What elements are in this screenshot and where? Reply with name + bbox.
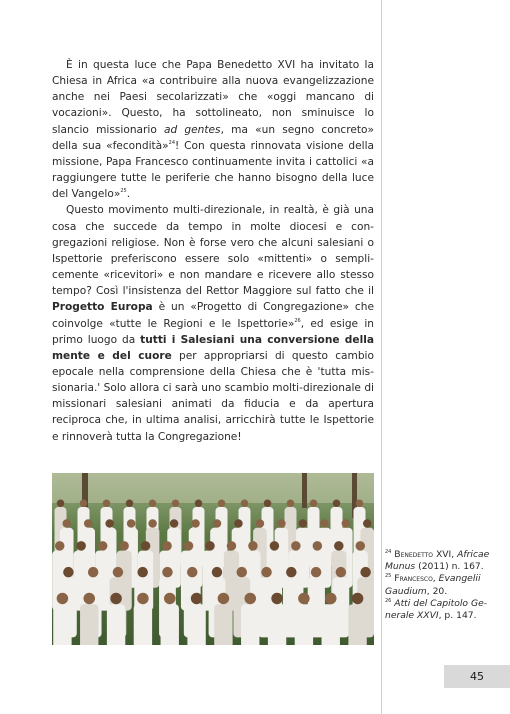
footnote-ref-24[interactable]: 24 (168, 139, 176, 146)
body-text (52, 57, 374, 445)
footnote-title: Atti del Capitolo Generale XXVI (385, 597, 488, 622)
margin-rule (381, 0, 382, 714)
bold-phrase: tutti i Salesiani una conversione della mente e del cuore (52, 333, 374, 362)
footnote-author: Benedetto XVI, (394, 549, 458, 560)
italic-phrase: ad gentes (164, 123, 221, 136)
footnote-detail: (2011) n. 167. (415, 561, 484, 573)
text-run: , ed esige in primo luogo da (52, 317, 375, 346)
group-photo (52, 473, 374, 645)
paragraph-1 (52, 57, 374, 202)
text-run: per appropriarsi di questo cambio epocale nella comprensione della Chiesa che è 'tutta missionaria.' Solo allora ci sarà uno scambio molti-direzionale di missionari salesiani animati da fiducia e da apertura reciproca che, in ultima analisi, arricchirà tutte le Ispettorie e rinnoverà tutta la Congregazione! (52, 349, 374, 443)
group-photo-illustration (52, 473, 374, 645)
page-number: 45 (470, 670, 484, 683)
footnote-title: Evangelii Gaudium (385, 573, 481, 597)
footnote-number: 25 (385, 573, 392, 580)
text-run: Questo movimento multi-direzionale, in realtà, è già una cosa che succede da tempo in molte diocesi e congregazioni religiose. Non è forse vero che alcuni salesiani o Ispettorie preferiscono essere solo «mittenti» o semplicemente «ricevitori» e non mandare e ricevere allo stesso tempo? Così l'insistenza del Rettor Maggiore sul fatto che il (52, 204, 374, 298)
footnote-detail: , p. 147. (438, 610, 477, 622)
footnote-24 (385, 549, 497, 573)
footnote-ref-26[interactable]: 26 (294, 317, 301, 324)
page-number-box (444, 665, 510, 688)
text-run: È in questa luce che Papa Benedetto XVI ha invitato la Chiesa in Africa «a contribuire alla nuova evangelizzazione anche nei Paesi secolarizzati» che «oggi mancano di vocazioni». Questo, ha sottolineato, non sminuisce lo slancio missionario (52, 59, 374, 136)
text-run: , ma «un segno concreto» della sua «fecondità» (52, 123, 374, 152)
footnote-ref-25[interactable]: 25 (120, 188, 127, 195)
footnote-number: 26 (385, 597, 392, 604)
footnote-26 (385, 598, 497, 622)
footnote-title: Africae Munus (385, 549, 490, 573)
footnote-author: Francesco, (394, 573, 439, 585)
footnotes (385, 549, 497, 622)
footnote-25 (385, 573, 497, 597)
bold-phrase: Progetto Europa (52, 301, 153, 314)
text-run: ! Con questa rinnovata visione della missione, Papa Francesco continuamente invita i cattolici «a raggiungere tutte le periferie che hanno bisogno della luce del Vangelo» (52, 139, 374, 201)
text-run: è un «Progetto di Congregazione» che coinvolge «tutte le Regioni e le Ispettorie» (52, 301, 374, 330)
paragraph-2 (52, 202, 374, 444)
footnote-number: 24 (385, 549, 392, 555)
text-run: . (126, 188, 131, 201)
footnote-detail: , 20. (426, 585, 448, 597)
